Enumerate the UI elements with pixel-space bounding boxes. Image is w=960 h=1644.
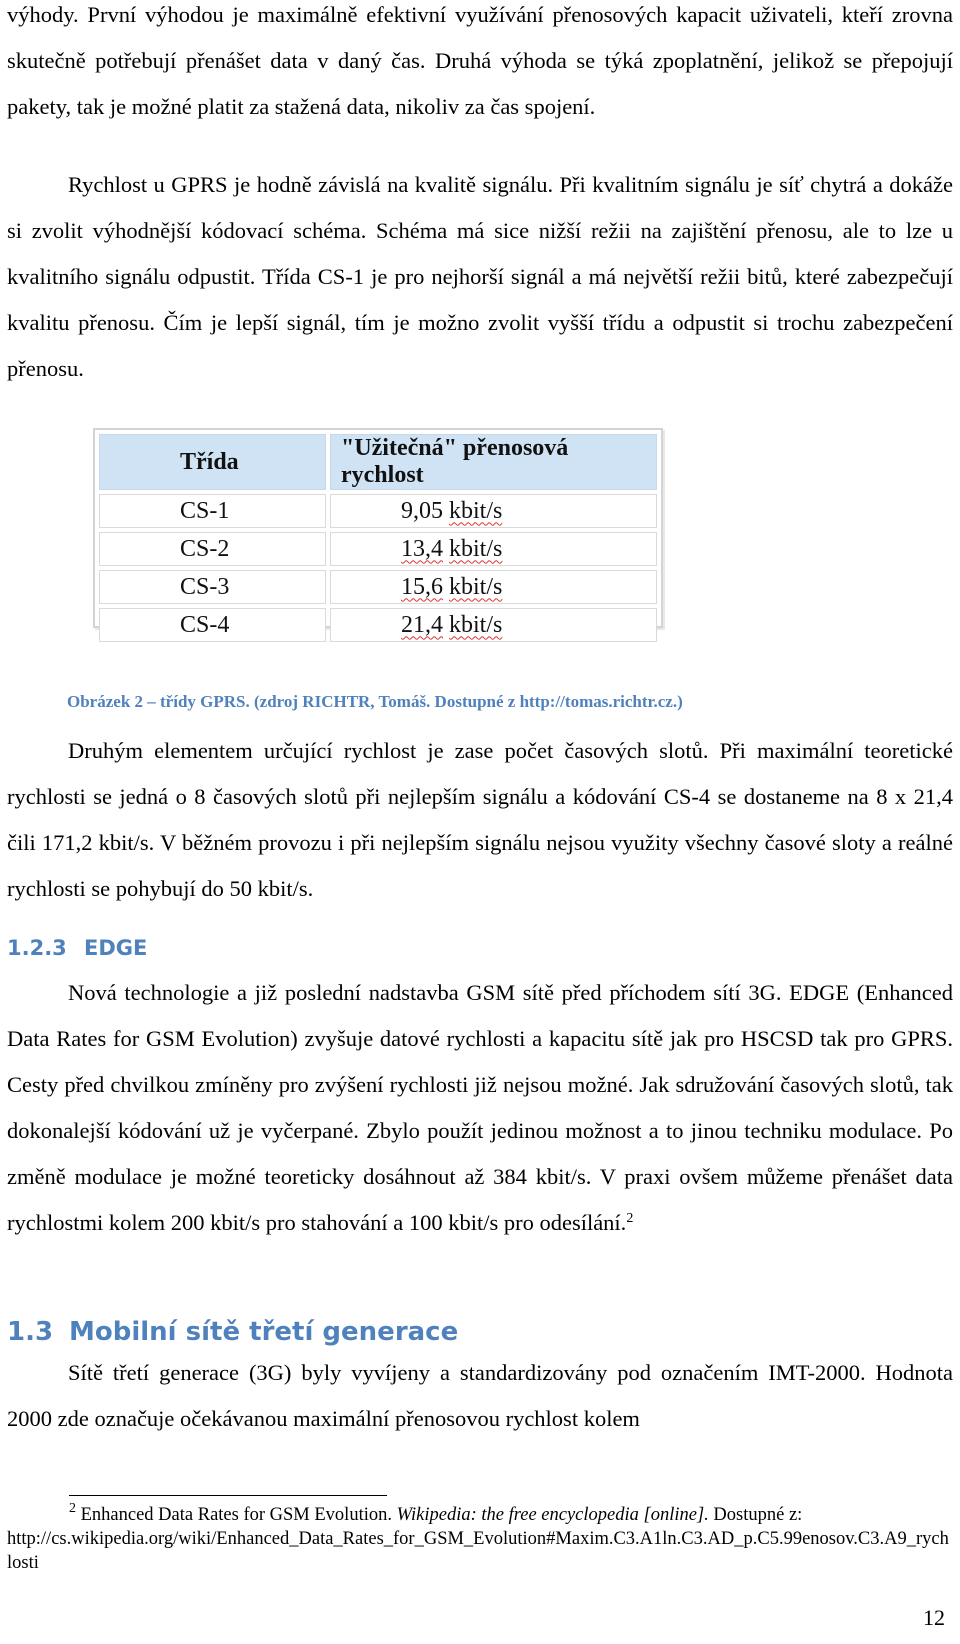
table-row — [99, 570, 657, 604]
section-title: Mobilní sítě třetí generace — [69, 1317, 459, 1347]
speed-unit: kbit/s — [449, 573, 503, 600]
table-cell-class: CS-3 — [99, 570, 326, 604]
page-number: 12 — [923, 1605, 945, 1630]
gprs-classes-table — [95, 430, 661, 646]
speed-unit: kbit/s — [449, 497, 503, 524]
table-cell-speed — [330, 532, 657, 566]
table-header-speed: "Užitečná" přenosová rychlost — [330, 434, 657, 490]
section-number: 1.3 — [7, 1317, 54, 1347]
table-cell-speed — [330, 570, 657, 604]
speed-value: 9,05 — [401, 497, 443, 524]
paragraph-edge — [7, 970, 953, 1246]
gprs-classes-table-figure — [93, 428, 663, 638]
footnote-separator — [69, 1495, 387, 1496]
table-row — [99, 494, 657, 528]
footnote-text: Enhanced Data Rates for GSM Evolution. — [80, 1505, 392, 1525]
table-cell-class: CS-1 — [99, 494, 326, 528]
footnote — [7, 1503, 953, 1575]
paragraph-gprs-advantages: výhody. První výhodou je maximálně efektivní využívání přenosových kapacit uživateli, kteří zrovna skutečně potřebují přenášet data v daný čas. Druhá výhoda se týká zpoplatnění, jelikož se přepojují pakety, tak je možné platit za stažená data, nikoliv za čas spojení. — [7, 2, 953, 119]
paragraph-time-slots: Druhým elementem určující rychlost je zase počet časových slotů. Při maximální teoretické rychlosti se jedná o 8 časových slotů při nejlepším signálu a kódování CS-4 se dostaneme na 8 x 21,4 čili 171,2 kbit/s. V běžném provozu i při nejlepším signálu nejsou využity všechny časové sloty a reálné rychlosti se pohybují do 50 kbit/s. — [7, 738, 953, 901]
paragraph-edge-text: Nová technologie a již poslední nadstavba GSM sítě před příchodem sítí 3G. EDGE (Enhanced Data Rates for GSM Evolution) zvyšuje datové rychlosti a kapacitu sítě jak pro HSCSD tak pro GPRS. Cesty před chvilkou zmíněny pro zvýšení rychlosti již nejsou možné. Jak sdružování časových slotů, tak dokonalejší kódování už je vyčerpané. Zbylo použít jedinou možnost a to jinou techniku modulace. Po změně modulace je možné teoreticky dosáhnout až 384 kbit/s. V praxi ovšem můžeme přenášet data rychlostmi kolem 200 kbit/s pro stahování a 100 kbit/s pro odesílání. — [7, 980, 953, 1235]
footnote-available: Dostupné z: — [713, 1505, 803, 1525]
paragraph-gprs-speed: Rychlost u GPRS je hodně závislá na kvalitě signálu. Při kvalitním signálu je síť chytrá a dokáže si zvolit výhodnější kódovací schéma. Schéma má sice nižší režii na zajištění přenosu, ale to lze u kvalitního signálu odpustit. Třída CS-1 je pro nejhorší signál a má největší režii bitů, které zabezpečují kvalitu přenosu. Čím je lepší signál, tím je možno zvolit vyšší třídu a odpustit si trochu zabezpečení přenosu. — [7, 172, 953, 381]
figure-caption: Obrázek 2 – třídy GPRS. (zdroj RICHTR, Tomáš. Dostupné z http://tomas.richtr.cz.) — [67, 692, 683, 711]
speed-value: 13,4 — [401, 535, 443, 562]
table-cell-speed — [330, 494, 657, 528]
table-header-class: Třída — [99, 434, 326, 490]
footnote-reference[interactable]: 2 — [626, 1211, 634, 1226]
paragraph-3g: Sítě třetí generace (3G) byly vyvíjeny a standardizovány pod označením IMT-2000. Hodnota 2000 zde označuje očekávanou maximální přenosovou rychlost kolem — [7, 1360, 953, 1431]
footnote-source: Wikipedia: the free encyclopedia [online]. — [396, 1505, 709, 1525]
section-title: EDGE — [84, 936, 148, 960]
table-cell-class: CS-4 — [99, 608, 326, 642]
footnote-mark: 2 — [69, 1501, 76, 1516]
footnote-line — [7, 1503, 953, 1527]
speed-value: 21,4 — [401, 611, 443, 638]
section-heading-3g — [7, 1317, 458, 1347]
section-heading-edge — [7, 936, 147, 960]
table-row — [99, 608, 657, 642]
table-cell-class: CS-2 — [99, 532, 326, 566]
footnote-url[interactable]: http://cs.wikipedia.org/wiki/Enhanced_Data_Rates_for_GSM_Evolution#Maxim.C3.A1ln.C3.AD_p.C5.99enosov.C3.A9_rychlosti — [7, 1529, 949, 1573]
section-number: 1.2.3 — [7, 936, 67, 960]
table-row — [99, 532, 657, 566]
table-cell-speed — [330, 608, 657, 642]
speed-value: 15,6 — [401, 573, 443, 600]
speed-unit: kbit/s — [449, 535, 503, 562]
table-header-row — [99, 434, 657, 490]
speed-unit: kbit/s — [449, 611, 503, 638]
